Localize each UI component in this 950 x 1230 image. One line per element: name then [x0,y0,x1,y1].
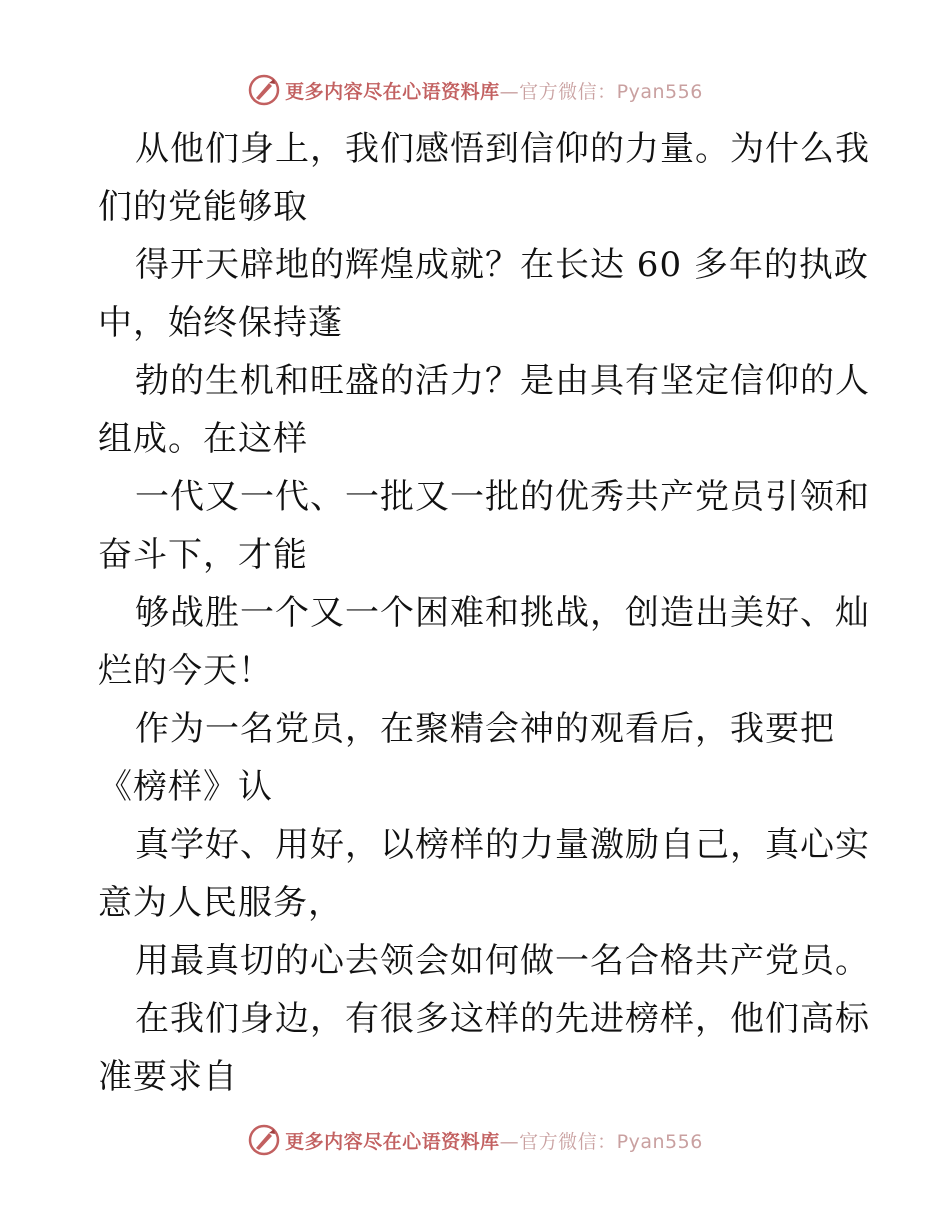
text-line: 勃的生机和旺盛的活力？是由具有坚定信仰的人 [135,361,870,401]
text-line: 《榜样》认 [98,767,273,807]
footer-banner [0,1120,950,1160]
text-line: 组成。在这样 [98,419,308,459]
text-line: 们的党能够取 [98,187,308,227]
text-line: 够战胜一个又一个困难和挑战，创造出美好、灿 [135,593,870,633]
text-line: 中，始终保持蓬 [98,303,343,343]
text-line: 奋斗下，才能 [98,535,308,575]
quill-logo-icon [247,73,281,107]
header-banner-text: 更多内容尽在心语资料库—官方微信：Pyan556 [285,80,703,103]
document-body [98,120,870,1106]
text-line: 一代又一代、一批又一批的优秀共产党员引领和 [135,477,870,517]
text-line: 得开天辟地的辉煌成就？在长达 60 多年的执政 [135,245,869,285]
quill-logo-icon [247,1123,281,1157]
text-line: 意为人民服务， [98,883,343,923]
header-banner [0,70,950,110]
text-line: 在我们身边，有很多这样的先进榜样，他们高标 [135,999,870,1039]
text-line: 真学好、用好，以榜样的力量激励自己，真心实 [135,825,870,865]
text-line: 用最真切的心去领会如何做一名合格共产党员。 [135,941,870,981]
text-line: 从他们身上，我们感悟到信仰的力量。为什么我 [135,129,870,169]
text-line: 烂的今天！ [98,651,273,691]
footer-banner-text: 更多内容尽在心语资料库—官方微信：Pyan556 [285,1130,703,1153]
text-line: 作为一名党员，在聚精会神的观看后，我要把 [135,709,835,749]
text-line: 准要求自 [98,1057,238,1097]
